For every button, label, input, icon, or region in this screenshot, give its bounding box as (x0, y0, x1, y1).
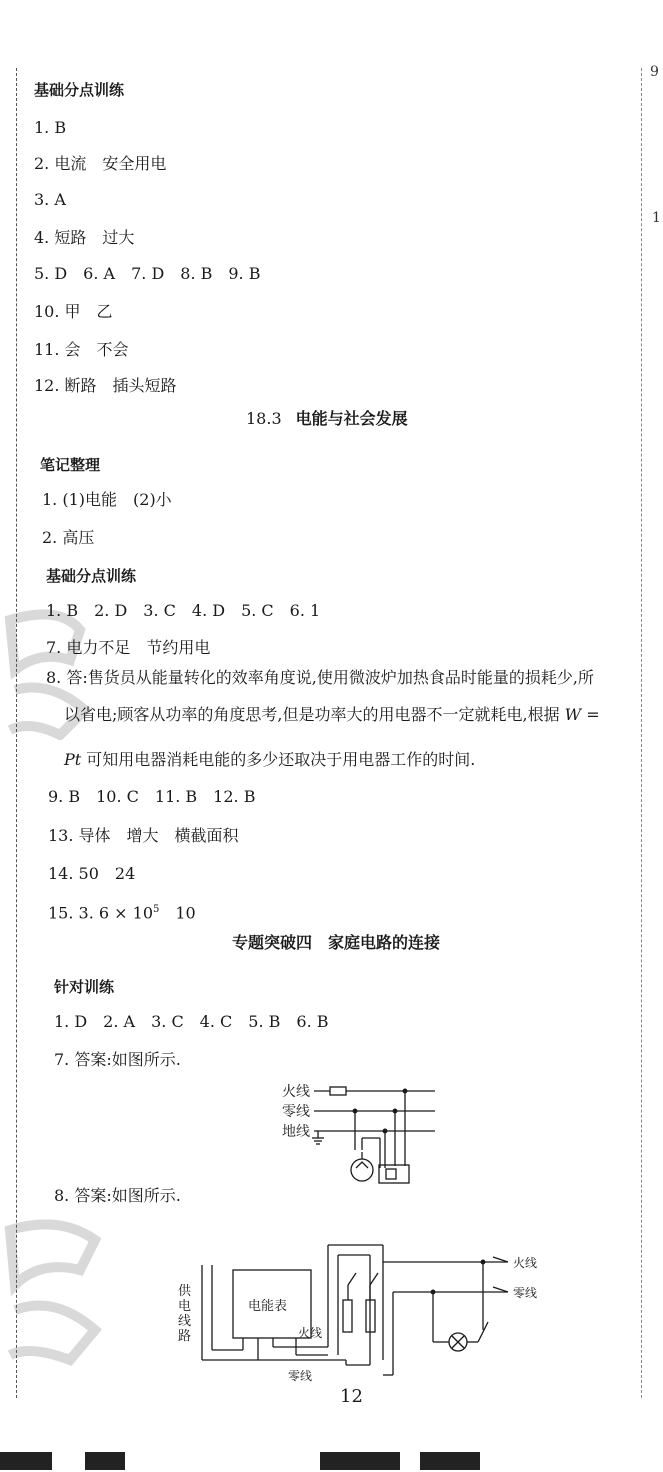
formula: Pt (64, 750, 82, 769)
page-number: 12 (340, 1386, 363, 1407)
answer-text: 15. 3. 6 × 10 (48, 903, 153, 923)
section-title: 专题突破四 家庭电路的连接 (232, 933, 441, 952)
binding-dashed-line-right (641, 68, 642, 1398)
answer-line: 11. 会 不会 (34, 340, 129, 359)
meter-label: 电能表 (248, 1299, 288, 1314)
neutral-wire-label: 零线 (282, 1104, 310, 1120)
practice-heading: 针对训练 (54, 978, 115, 996)
answer-line (48, 900, 196, 923)
section-title-text: 电能与社会发展 (295, 409, 408, 428)
answer-line: 2. 高压 (42, 528, 95, 547)
answer-line: 3. A (34, 190, 66, 209)
notes-heading: 笔记整理 (40, 456, 101, 474)
live-wire-label: 火线 (282, 1084, 310, 1100)
answer-line: 1. B (34, 118, 67, 137)
supply-label-char: 供 (178, 1284, 192, 1299)
exponent: 5 (153, 904, 160, 915)
watermark-graphic (0, 1210, 110, 1370)
answer-line: 12. 断路 插头短路 (34, 376, 177, 395)
answer-text: 可知用电器消耗电能的多少还取决于用电器工作的时间. (86, 750, 476, 769)
answer-line: 8. 答:售货员从能量转化的效率角度说,使用微波炉加热食品时能量的损耗少,所 (46, 668, 594, 687)
practice-heading: 基础分点训练 (46, 567, 137, 585)
live-wire-label: 火线 (513, 1256, 538, 1270)
scan-artifact (0, 1452, 52, 1470)
section-number: 18.3 (246, 409, 282, 428)
answer-line (64, 705, 600, 725)
supply-label-char: 线 (178, 1314, 192, 1329)
circuit-diagram-2 (178, 1215, 558, 1385)
answer-line: 13. 导体 增大 横截面积 (48, 826, 239, 845)
answer-line: 8. 答案:如图所示. (54, 1186, 181, 1205)
answer-line: 1. (1)电能 (2)小 (42, 490, 172, 509)
circuit-diagram-1 (280, 1080, 450, 1190)
answer-line: 14. 50 24 (48, 864, 136, 883)
answer-line: 1. D 2. A 3. C 4. C 5. B 6. B (54, 1012, 329, 1031)
edge-mark: 9 (650, 64, 659, 80)
answer-text: 以省电;顾客从功率的角度思考,但是功率大的用电器不一定就耗电,根据 (64, 705, 560, 724)
answer-line: 7. 答案:如图所示. (54, 1050, 181, 1069)
neutral-wire-label: 零线 (513, 1286, 538, 1300)
formula: W = (564, 705, 600, 724)
scan-artifact (85, 1452, 125, 1470)
supply-label-char: 电 (178, 1299, 192, 1314)
scan-artifact (320, 1452, 400, 1470)
answer-line: 1. B 2. D 3. C 4. D 5. C 6. 1 (46, 601, 321, 620)
answer-line: 5. D 6. A 7. D 8. B 9. B (34, 264, 261, 283)
neutral-wire-label: 零线 (288, 1369, 313, 1383)
answer-line (64, 750, 475, 770)
ground-wire-label: 地线 (282, 1124, 310, 1140)
scan-artifact (420, 1452, 480, 1470)
section-title (246, 409, 408, 429)
section-heading: 基础分点训练 (34, 81, 125, 99)
edge-mark: 1 (652, 210, 661, 226)
supply-label-char: 路 (178, 1329, 192, 1344)
answer-text: 10 (175, 903, 196, 923)
answer-line: 2. 电流 安全用电 (34, 154, 167, 173)
live-wire-label: 火线 (298, 1326, 323, 1340)
answer-line: 4. 短路 过大 (34, 228, 135, 247)
answer-line: 9. B 10. C 11. B 12. B (48, 787, 256, 806)
answer-line: 7. 电力不足 节约用电 (46, 638, 211, 657)
answer-line: 10. 甲 乙 (34, 302, 113, 321)
